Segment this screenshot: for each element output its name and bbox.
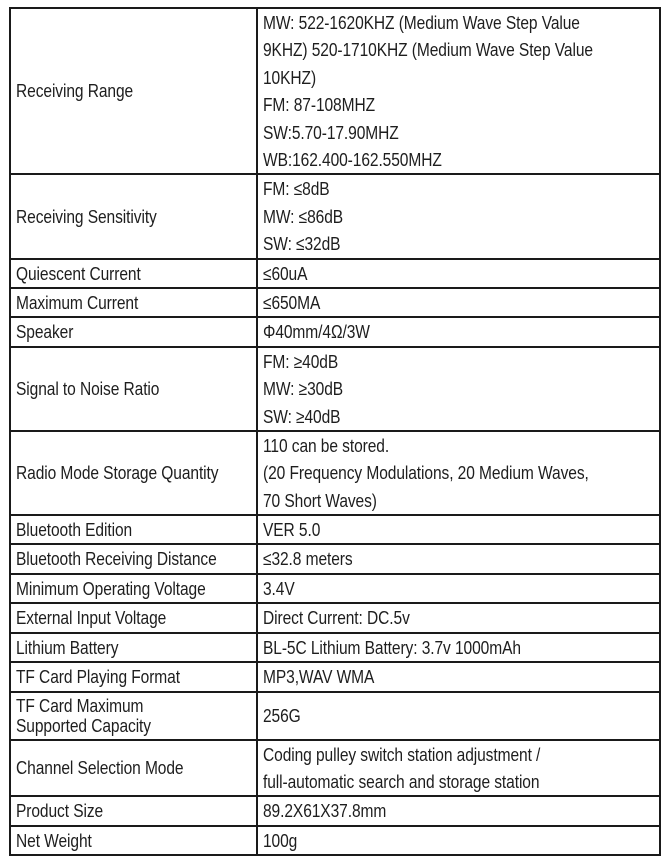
spec-label-tf-card-playing-format: TF Card Playing Format — [10, 662, 257, 691]
spec-value-channel-selection-mode — [257, 740, 660, 797]
table-row — [10, 431, 660, 515]
spec-value-tf-card-playing-format: MP3,WAV WMA — [257, 662, 660, 691]
spec-value-quiescent-current: ≤60uA — [257, 259, 660, 288]
spec-value-line: 9KHZ) 520-1710KHZ (Medium Wave Step Value — [263, 39, 593, 61]
spec-label-net-weight: Net Weight — [10, 826, 257, 855]
table-row — [10, 317, 660, 346]
spec-value-receiving-sensitivity — [257, 174, 660, 258]
specifications-table — [9, 7, 661, 856]
spec-value-line: MW: 522-1620KHZ (Medium Wave Step Value — [263, 12, 580, 33]
spec-label-receiving-range: Receiving Range — [10, 8, 257, 174]
spec-value-line: 110 can be stored. — [263, 434, 390, 456]
spec-label-external-input-voltage: External Input Voltage — [10, 603, 257, 632]
spec-label-signal-to-noise-ratio: Signal to Noise Ratio — [10, 347, 257, 431]
table-row — [10, 174, 660, 258]
spec-value-line: FM: ≥40dB — [263, 350, 339, 372]
spec-value-line: SW: ≥40dB — [263, 405, 341, 427]
table-row — [10, 8, 660, 174]
spec-label-bluetooth-edition: Bluetooth Edition — [10, 515, 257, 544]
spec-label-maximum-current: Maximum Current — [10, 288, 257, 317]
spec-value-line: 10KHZ) — [263, 66, 317, 88]
spec-value-line: SW: ≤32dB — [263, 233, 341, 255]
spec-value-line: (20 Frequency Modulations, 20 Medium Waves, — [263, 462, 589, 484]
spec-value-maximum-current: ≤650MA — [257, 288, 660, 317]
spec-value-signal-to-noise-ratio — [257, 347, 660, 431]
table-row — [10, 515, 660, 544]
spec-value-tf-card-maximum-supported-capacity: 256G — [257, 692, 660, 740]
spec-value-line: full-automatic search and storage station — [263, 770, 540, 792]
spec-value-line: FM: 87-108MHZ — [263, 94, 376, 116]
table-row — [10, 259, 660, 288]
table-row — [10, 662, 660, 691]
table-row — [10, 603, 660, 632]
spec-value-line: Coding pulley switch station adjustment / — [263, 743, 541, 765]
spec-value-minimum-operating-voltage: 3.4V — [257, 574, 660, 603]
spec-label-lithium-battery: Lithium Battery — [10, 633, 257, 662]
spec-value-line: MW: ≥30dB — [263, 378, 344, 400]
spec-value-external-input-voltage: Direct Current: DC.5v — [257, 603, 660, 632]
table-row — [10, 633, 660, 662]
table-row — [10, 574, 660, 603]
table-row — [10, 347, 660, 431]
spec-value-line: SW:5.70-17.90MHZ — [263, 121, 399, 143]
spec-value-line: WB:162.400-162.550MHZ — [263, 148, 442, 170]
spec-value-lithium-battery: BL-5C Lithium Battery: 3.7v 1000mAh — [257, 633, 660, 662]
table-row — [10, 826, 660, 855]
spec-value-speaker: Φ40mm/4Ω/3W — [257, 317, 660, 346]
spec-label-receiving-sensitivity: Receiving Sensitivity — [10, 174, 257, 258]
table-row — [10, 740, 660, 797]
spec-label-quiescent-current: Quiescent Current — [10, 259, 257, 288]
spec-value-line: 70 Short Waves) — [263, 489, 377, 511]
spec-value-line: MW: ≤86dB — [263, 205, 344, 227]
spec-value-bluetooth-receiving-distance: ≤32.8 meters — [257, 544, 660, 573]
spec-value-net-weight: 100g — [257, 826, 660, 855]
table-row — [10, 796, 660, 825]
spec-label-bluetooth-receiving-distance: Bluetooth Receiving Distance — [10, 544, 257, 573]
spec-value-receiving-range — [257, 8, 660, 174]
spec-label-channel-selection-mode: Channel Selection Mode — [10, 740, 257, 797]
spec-value-line: FM: ≤8dB — [263, 178, 330, 200]
table-row — [10, 544, 660, 573]
spec-label-minimum-operating-voltage: Minimum Operating Voltage — [10, 574, 257, 603]
spec-label-radio-mode-storage-quantity: Radio Mode Storage Quantity — [10, 431, 257, 515]
spec-value-bluetooth-edition: VER 5.0 — [257, 515, 660, 544]
spec-value-product-size: 89.2X61X37.8mm — [257, 796, 660, 825]
spec-label-product-size: Product Size — [10, 796, 257, 825]
spec-label-tf-card-maximum-supported-capacity: TF Card Maximum Supported Capacity — [10, 692, 257, 740]
spec-value-radio-mode-storage-quantity — [257, 431, 660, 515]
table-row — [10, 288, 660, 317]
spec-label-speaker: Speaker — [10, 317, 257, 346]
table-row — [10, 692, 660, 740]
